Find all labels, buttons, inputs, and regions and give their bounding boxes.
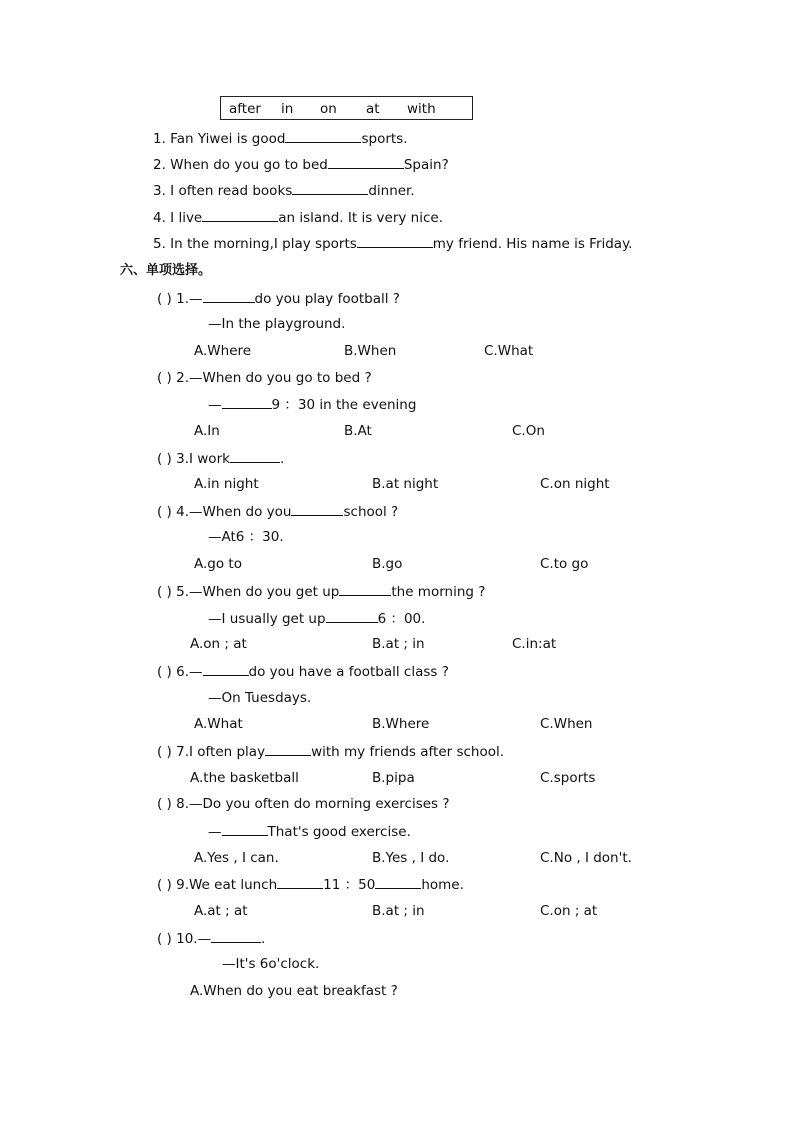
- word-bank-box: [220, 96, 473, 120]
- question-8-stem: ( ) 8.—Do you often do morning exercises ?: [157, 796, 450, 812]
- fill-blank-5: 5. In the morning,I play sports my friend. His name is Friday.: [153, 236, 633, 252]
- question-10-answer: —It's 6o'clock.: [222, 956, 320, 972]
- word-bank-item: with: [407, 101, 436, 117]
- question-6-stem: ( ) 6.— do you have a football class ?: [157, 664, 449, 680]
- question-6-option-b[interactable]: B.Where: [372, 716, 430, 732]
- question-5-answer: —I usually get up 6 ：00.: [208, 611, 426, 627]
- answer-blank[interactable]: [285, 129, 361, 143]
- question-2-option-a[interactable]: A.In: [194, 423, 220, 439]
- answer-blank[interactable]: [265, 742, 311, 756]
- question-8-answer: — That's good exercise.: [208, 824, 411, 840]
- question-4-stem: ( ) 4.—When do you school ?: [157, 504, 399, 520]
- question-1-option-a[interactable]: A.Where: [194, 343, 252, 359]
- question-9-stem: ( ) 9.We eat lunch 11 ：50 home.: [157, 877, 464, 893]
- question-9-option-a[interactable]: A.at ; at: [194, 903, 248, 919]
- question-3-option-c[interactable]: C.on night: [540, 476, 610, 492]
- word-bank-item: in: [281, 101, 294, 117]
- answer-blank[interactable]: [339, 582, 391, 596]
- fill-blank-4: 4. I live an island. It is very nice.: [153, 210, 443, 226]
- question-5-option-b[interactable]: B.at ; in: [372, 636, 425, 652]
- answer-blank[interactable]: [203, 662, 249, 676]
- question-1-answer: —In the playground.: [208, 316, 346, 332]
- answer-blank[interactable]: [230, 449, 280, 463]
- word-bank-item: after: [229, 101, 261, 117]
- question-6-answer: —On Tuesdays.: [208, 690, 312, 706]
- answer-blank[interactable]: [277, 875, 323, 889]
- answer-blank[interactable]: [203, 289, 255, 303]
- answer-blank[interactable]: [222, 822, 268, 836]
- answer-blank[interactable]: [328, 155, 404, 169]
- question-3-option-a[interactable]: A.in night: [194, 476, 259, 492]
- question-1-option-c[interactable]: C.What: [484, 343, 534, 359]
- answer-blank[interactable]: [222, 395, 272, 409]
- question-2-answer: — 9 ：30 in the evening: [208, 397, 417, 413]
- question-4-option-b[interactable]: B.go: [372, 556, 403, 572]
- answer-blank[interactable]: [211, 929, 261, 943]
- question-4-option-c[interactable]: C.to go: [540, 556, 589, 572]
- question-2-option-b[interactable]: B.At: [344, 423, 372, 439]
- question-8-option-b[interactable]: B.Yes , I do.: [372, 850, 450, 866]
- answer-blank[interactable]: [326, 609, 378, 623]
- question-1-stem: ( ) 1.— do you play football ?: [157, 291, 400, 307]
- section-6-title: 六、单项选择。: [120, 263, 212, 278]
- answer-blank[interactable]: [291, 502, 343, 516]
- question-10-option-a[interactable]: A.When do you eat breakfast ?: [190, 983, 398, 999]
- question-3-stem: ( ) 3.I work .: [157, 451, 285, 467]
- question-9-option-c[interactable]: C.on ; at: [540, 903, 598, 919]
- question-5-option-a[interactable]: A.on ; at: [190, 636, 247, 652]
- fill-blank-1: 1. Fan Yiwei is good sports.: [153, 131, 408, 147]
- question-5-option-c[interactable]: C.in:at: [512, 636, 557, 652]
- answer-blank[interactable]: [375, 875, 421, 889]
- answer-blank[interactable]: [202, 208, 278, 222]
- question-7-option-a[interactable]: A.the basketball: [190, 770, 299, 786]
- question-2-stem: ( ) 2.—When do you go to bed ?: [157, 370, 372, 386]
- question-4-answer: —At6 ：30.: [208, 529, 284, 545]
- question-3-option-b[interactable]: B.at night: [372, 476, 439, 492]
- question-2-option-c[interactable]: C.On: [512, 423, 545, 439]
- question-7-option-c[interactable]: C.sports: [540, 770, 596, 786]
- question-6-option-a[interactable]: A.What: [194, 716, 243, 732]
- fill-blank-2: 2. When do you go to bed Spain?: [153, 157, 449, 173]
- question-9-option-b[interactable]: B.at ; in: [372, 903, 425, 919]
- question-7-stem: ( ) 7.I often play with my friends after school.: [157, 744, 505, 760]
- question-8-option-c[interactable]: C.No , I don't.: [540, 850, 632, 866]
- answer-blank[interactable]: [292, 181, 368, 195]
- question-7-option-b[interactable]: B.pipa: [372, 770, 415, 786]
- word-bank-item: at: [366, 101, 380, 117]
- answer-blank[interactable]: [357, 234, 433, 248]
- word-bank-item: on: [320, 101, 337, 117]
- question-4-option-a[interactable]: A.go to: [194, 556, 242, 572]
- question-10-stem: ( ) 10.— .: [157, 931, 266, 947]
- fill-blank-3: 3. I often read books dinner.: [153, 183, 415, 199]
- question-6-option-c[interactable]: C.When: [540, 716, 593, 732]
- question-8-option-a[interactable]: A.Yes , I can.: [194, 850, 279, 866]
- question-5-stem: ( ) 5.—When do you get up the morning ?: [157, 584, 486, 600]
- question-1-option-b[interactable]: B.When: [344, 343, 397, 359]
